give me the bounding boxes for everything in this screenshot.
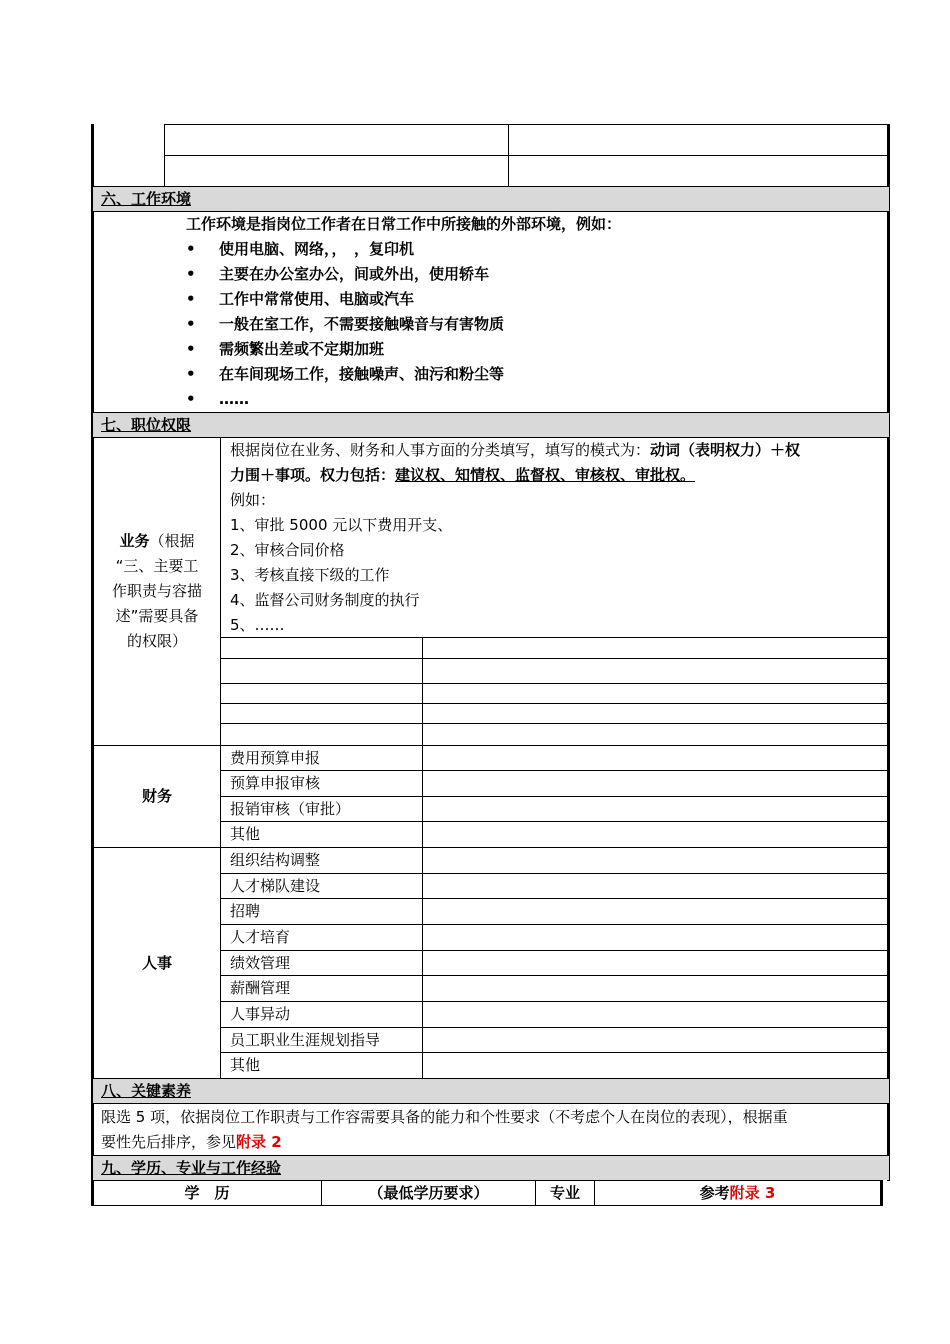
example-item: 4、监督公司财务制度的执行 (230, 591, 420, 609)
list-item: 需频繁出差或不定期加班 (219, 340, 385, 358)
section8-line1: 限选 5 项，依据岗位工作职责与工作容需要具备的能力和个性要求（不考虑个人在岗位的表现），根据重 (101, 1108, 788, 1126)
section6-title: 六、工作环境 (101, 190, 192, 208)
table-row: 人才梯队建设 (230, 877, 321, 895)
list-item: 一般在室工作，不需要接触噪音与有害物质 (219, 315, 505, 333)
education-cell: 学 历 (184, 1184, 230, 1202)
table-row: 招聘 (230, 902, 261, 920)
example-item: 1、审批 5000 元以下费用开支、 (230, 516, 453, 534)
table-row: 绩效管理 (230, 954, 291, 972)
table-row: 组织结构调整 (230, 851, 321, 869)
list-item: …… (219, 390, 249, 408)
example-label: 例如： (230, 491, 276, 509)
desc-bold: 力围＋事项。权力包括： (230, 466, 396, 484)
bullet-icon: • (186, 315, 196, 333)
table-row: 人事异动 (230, 1005, 291, 1023)
appendix3-link[interactable]: 附录 3 (729, 1184, 776, 1202)
business-label-line: 述”需要具备 (115, 607, 199, 625)
section8-line2: 要性先后排序，参见 (101, 1133, 237, 1151)
business-label-line: 的权限） (126, 632, 187, 650)
example-item: 5、…… (230, 616, 285, 634)
min-education-cell: （最低学历要求） (368, 1184, 489, 1202)
example-item: 2、审核合同价格 (230, 541, 345, 559)
table-row: 薪酬管理 (230, 979, 291, 997)
table-row: 员工职业生涯规划指导 (230, 1031, 381, 1049)
section8-title: 八、关键素养 (101, 1082, 192, 1100)
section6-header-bar (93, 186, 889, 211)
section9-title: 九、学历、专业与工作经验 (101, 1159, 282, 1177)
business-label-rest: （根据 (149, 532, 195, 550)
table-row: 预算申报审核 (230, 774, 321, 792)
list-item: 主要在办公室办公，间或外出，使用轿车 (219, 265, 490, 283)
desc-bold: 动词（表明权力）＋权 (650, 441, 801, 459)
desc-powers: 建议权、知情权、监督权、审核权、审批权。 (395, 466, 696, 484)
appendix2-link[interactable]: 附录 2 (236, 1133, 282, 1151)
example-item: 3、考核直接下级的工作 (230, 566, 390, 584)
bullet-icon: • (186, 265, 196, 283)
business-label-line: 作职责与容描 (111, 582, 202, 600)
business-label-line: “三、主要工 (115, 557, 199, 575)
list-item: 工作中常常使用、电脑或汽车 (219, 290, 415, 308)
section7-title: 七、职位权限 (101, 416, 192, 434)
section7-header-bar (93, 412, 889, 437)
table-row: 人才培育 (230, 928, 291, 946)
table-row: 其他 (230, 825, 261, 843)
major-cell: 专业 (549, 1184, 580, 1202)
bullet-icon: • (186, 340, 196, 358)
table-row: 其他 (230, 1056, 261, 1074)
hr-label: 人事 (141, 954, 172, 972)
desc-plain: 根据岗位在业务、财务和人事方面的分类填写，填写的模式为： (230, 441, 651, 459)
section6-intro: 工作环境是指岗位工作者在日常工作中所接触的外部环境，例如： (186, 215, 622, 233)
bullet-icon: • (186, 290, 196, 308)
section8-header-bar (93, 1078, 889, 1103)
bullet-icon: • (186, 365, 196, 383)
bullet-icon: • (186, 240, 196, 258)
business-label-bold: 业务 (119, 532, 150, 550)
table-row: 报销审核（审批） (230, 800, 351, 818)
list-item: 使用电脑、网络，， ，复印机 (219, 240, 415, 258)
finance-label: 财务 (141, 787, 172, 805)
list-item: 在车间现场工作，接触噪声、油污和粉尘等 (219, 365, 505, 383)
bullet-icon: • (186, 390, 196, 408)
ref-cell: 参考 (699, 1184, 730, 1202)
table-row: 费用预算申报 (230, 749, 321, 767)
